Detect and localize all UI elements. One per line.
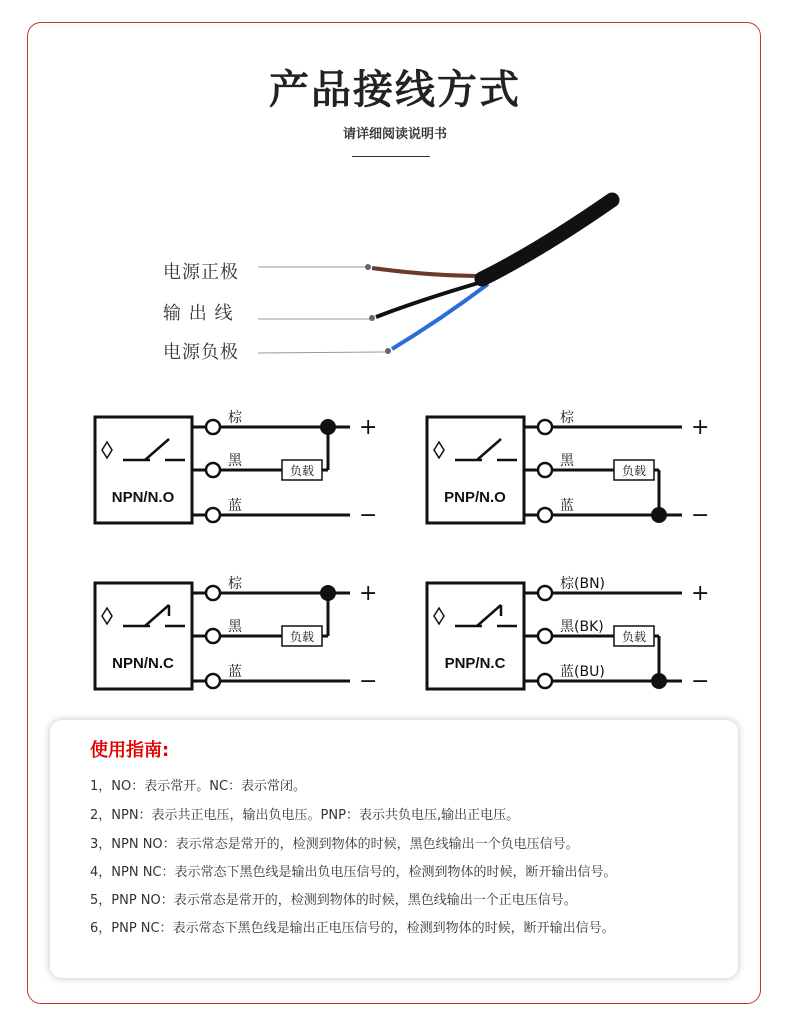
terminal <box>206 463 220 477</box>
junction-dot <box>651 673 667 689</box>
cable-photo <box>258 200 612 354</box>
terminal <box>206 508 220 522</box>
terminal <box>538 674 552 688</box>
terminal <box>538 463 552 477</box>
junction-dot <box>320 585 336 601</box>
guide-item: 6，PNP NC：表示常态下黑色线是输出正电压信号的，检测到物体的时候，断开输出信号。 <box>90 921 615 936</box>
plus-terminal-label: + <box>359 581 378 606</box>
minus-terminal-label: − <box>691 669 710 694</box>
load-label: 负载 <box>621 464 647 478</box>
guide-item: 5，PNP NO：表示常态是常开的，检测到物体的时候，黑色线输出一个正电压信号。 <box>90 893 577 908</box>
label-output: 输 出 线 <box>163 303 234 324</box>
wiring-diagram-npnnc <box>95 575 377 694</box>
terminal <box>538 508 552 522</box>
wire-color-label: 棕 <box>228 576 242 592</box>
sensor-type-label: NPN/N.C <box>112 655 174 672</box>
wire-color-label: 蓝 <box>228 498 242 514</box>
label-positive: 电源正极 <box>163 262 239 283</box>
terminal <box>206 629 220 643</box>
page-subtitle: 请详细阅读说明书 <box>342 127 447 142</box>
cable-sheath <box>482 200 612 279</box>
sensor-box <box>427 417 524 523</box>
plus-terminal-label: + <box>691 581 710 606</box>
terminal <box>538 420 552 434</box>
guide-item: 4，NPN NC：表示常态下黑色线是输出负电压信号的，检测到物体的时候，断开输出信号。 <box>90 865 617 880</box>
plus-terminal-label: + <box>359 415 378 440</box>
load-label: 负载 <box>289 630 315 644</box>
guide-item: 3，NPN NO：表示常态是常开的，检测到物体的时候，黑色线输出一个负电压信号。 <box>90 837 579 852</box>
wire-color-label: 黑 <box>228 453 242 469</box>
wire-color-label: 棕 <box>228 410 242 426</box>
junction-dot <box>320 419 336 435</box>
load-label: 负载 <box>621 630 647 644</box>
wire-color-label: 黑(BK) <box>560 619 604 635</box>
wiring-diagram-npnno <box>95 409 377 528</box>
minus-terminal-label: − <box>359 669 378 694</box>
plus-terminal-label: + <box>691 415 710 440</box>
junction-dot <box>651 507 667 523</box>
sensor-box <box>427 583 524 689</box>
wire-color-label: 黑 <box>560 453 574 469</box>
guide-title: 使用指南: <box>90 740 170 761</box>
sensor-type-label: PNP/N.C <box>444 655 506 672</box>
sensor-type-label: PNP/N.O <box>444 489 506 506</box>
wire-color-label: 蓝 <box>228 664 242 680</box>
wiring-diagram-pnpnc <box>427 575 709 694</box>
wire-color-label: 黑 <box>228 619 242 635</box>
wire-color-label: 蓝(BU) <box>560 664 605 680</box>
terminal <box>206 420 220 434</box>
minus-terminal-label: − <box>359 503 378 528</box>
sensor-box <box>95 583 192 689</box>
guide-item: 1，NO：表示常开。NC：表示常闭。 <box>90 779 307 794</box>
wire-color-label: 蓝 <box>560 498 574 514</box>
sensor-type-label: NPN/N.O <box>111 489 175 506</box>
guide-item: 2，NPN：表示共正电压，输出负电压。PNP：表示共负电压,输出正电压。 <box>90 808 520 823</box>
brown-wire <box>372 268 485 276</box>
label-negative: 电源负极 <box>163 342 239 363</box>
load-label: 负载 <box>289 464 315 478</box>
page-title: 产品接线方式 <box>269 67 521 113</box>
minus-terminal-label: − <box>691 503 710 528</box>
wiring-diagram-pnpno <box>427 409 709 528</box>
sensor-box <box>95 417 192 523</box>
usage-guide <box>50 720 738 978</box>
terminal <box>538 586 552 600</box>
wire-color-label: 棕(BN) <box>560 576 606 592</box>
terminal <box>206 674 220 688</box>
terminal <box>538 629 552 643</box>
wire-color-label: 棕 <box>560 410 574 426</box>
terminal <box>206 586 220 600</box>
